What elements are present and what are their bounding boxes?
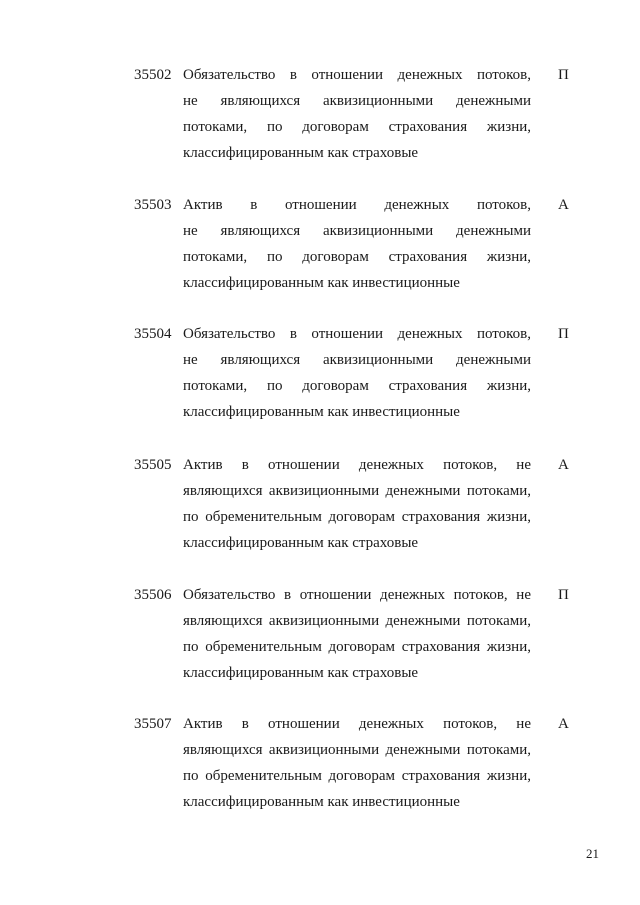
entry-35507 <box>134 711 584 821</box>
entry-line: классифицированным как страховые <box>183 145 419 161</box>
entry-line: не являющихся аквизиционными денежными <box>183 223 531 239</box>
entry-35503 <box>134 192 584 302</box>
entry-line: Актив в отношении денежных потоков, <box>183 197 531 213</box>
entry-description <box>183 582 531 686</box>
entry-code: 35506 <box>134 587 172 603</box>
entry-line: классифицированным как инвестиционные <box>183 794 460 810</box>
entry-description <box>183 452 531 556</box>
entry-code: 35502 <box>134 67 172 83</box>
entry-code: 35504 <box>134 326 172 342</box>
entry-line: не являющихся аквизиционными денежными <box>183 352 531 368</box>
entry-code: 35503 <box>134 197 172 213</box>
entry-line: Актив в отношении денежных потоков, не <box>183 716 531 732</box>
entry-line: потоками, по договорам страхования жизни, <box>183 249 531 265</box>
entry-line: Обязательство в отношении денежных потоков, <box>183 326 531 342</box>
page-number: 21 <box>586 846 599 861</box>
entry-line: по обременительным договорам страхования жизни, <box>183 639 531 655</box>
entry-line: по обременительным договорам страхования жизни, <box>183 768 531 784</box>
entry-line: классифицированным как страховые <box>183 535 419 551</box>
entry-type: П <box>558 326 569 342</box>
entry-type: А <box>558 457 569 473</box>
entry-line: классифицированным как инвестиционные <box>183 275 460 291</box>
entry-35504 <box>134 321 584 431</box>
entry-type: А <box>558 716 569 732</box>
entry-line: являющихся аквизиционными денежными потоками, <box>183 613 531 629</box>
entry-line: Обязательство в отношении денежных потоков, не <box>183 587 531 603</box>
entry-description <box>183 62 531 166</box>
entry-line: потоками, по договорам страхования жизни, <box>183 119 531 135</box>
entry-line: не являющихся аквизиционными денежными <box>183 93 531 109</box>
entry-line: являющихся аквизиционными денежными потоками, <box>183 483 531 499</box>
entry-type: П <box>558 587 569 603</box>
entry-code: 35507 <box>134 716 172 732</box>
entry-35506 <box>134 582 584 692</box>
entry-line: классифицированным как инвестиционные <box>183 404 460 420</box>
entry-35505 <box>134 452 584 562</box>
entry-line: по обременительным договорам страхования жизни, <box>183 509 531 525</box>
entry-code: 35505 <box>134 457 172 473</box>
entry-description <box>183 321 531 425</box>
entry-description <box>183 192 531 296</box>
entry-description <box>183 711 531 815</box>
entry-line: Актив в отношении денежных потоков, не <box>183 457 531 473</box>
entry-35502 <box>134 62 584 172</box>
entry-line: потоками, по договорам страхования жизни, <box>183 378 531 394</box>
entry-type: А <box>558 197 569 213</box>
entry-type: П <box>558 67 569 83</box>
entry-line: являющихся аквизиционными денежными потоками, <box>183 742 531 758</box>
entry-line: Обязательство в отношении денежных потоков, <box>183 67 531 83</box>
entry-line: классифицированным как страховые <box>183 665 419 681</box>
